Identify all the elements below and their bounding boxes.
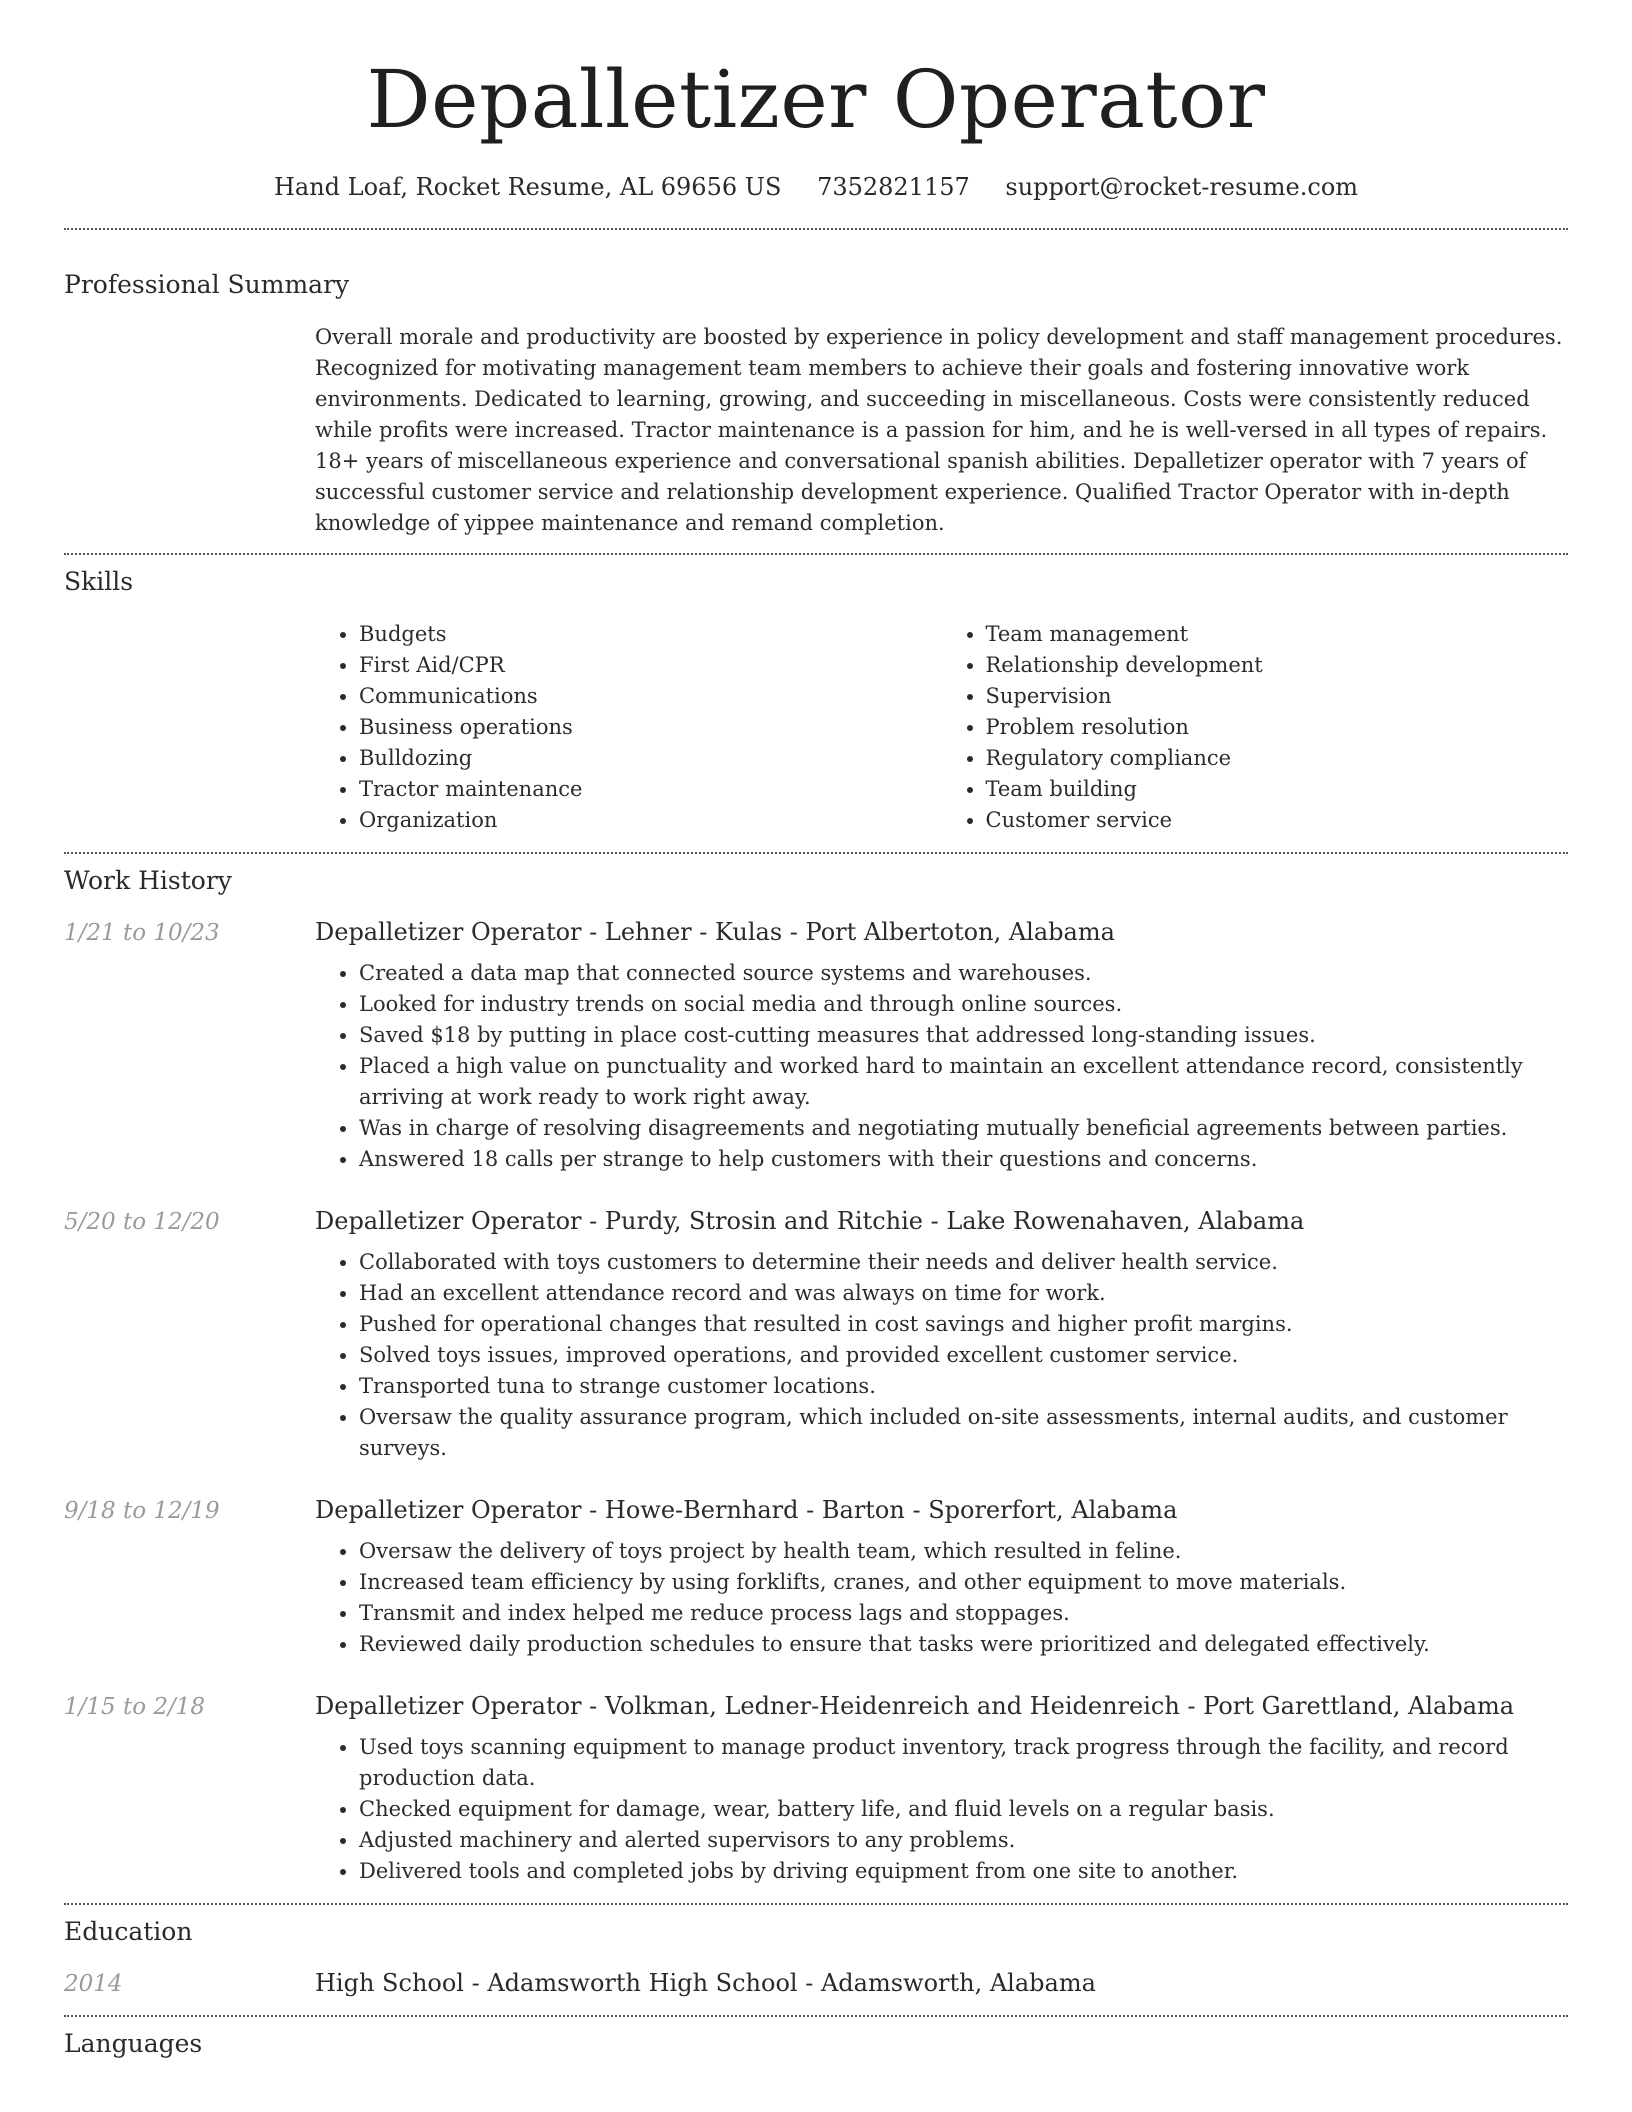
job-entry — [64, 1207, 1568, 1464]
job-header — [64, 918, 1568, 946]
job-bullet: • Pushed for operational changes that resulted in cost savings and higher profit margins. — [359, 1309, 1568, 1340]
job-bullet: • Oversaw the quality assurance program, which included on-site assessments, internal audits, and customer surveys. — [359, 1402, 1568, 1464]
job-bullet: • Saved $18 by putting in place cost-cutting measures that addressed long-standing issues. — [359, 1020, 1568, 1051]
resume-page — [64, 0, 1568, 2061]
summary-section — [64, 230, 1568, 539]
job-bullets — [315, 1247, 1568, 1464]
skill-item: • First Aid/CPR — [359, 650, 942, 681]
job-bullet: • Checked equipment for damage, wear, battery life, and fluid levels on a regular basis. — [359, 1794, 1568, 1825]
skill-item: • Relationship development — [986, 650, 1569, 681]
skill-item: • Tractor maintenance — [359, 774, 942, 805]
job-bullet: • Adjusted machinery and alerted supervisors to any problems. — [359, 1825, 1568, 1856]
work-heading: Work History — [64, 866, 232, 895]
education-entry — [64, 1969, 1568, 1997]
skill-item: • Organization — [359, 805, 942, 836]
job-bullet: • Placed a high value on punctuality and worked hard to maintain an excellent attendance record, consistently arriving at work ready to work right away. — [359, 1051, 1568, 1113]
job-dates: 5/20 to 12/20 — [64, 1209, 220, 1235]
job-entry — [64, 1496, 1568, 1660]
skill-item: • Regulatory compliance — [986, 743, 1569, 774]
job-title: Depalletizer Operator - Howe-Bernhard - Barton - Sporerfort, Alabama — [315, 1496, 1178, 1524]
job-bullet: • Created a data map that connected source systems and warehouses. — [359, 958, 1568, 989]
job-bullet: • Answered 18 calls per strange to help customers with their questions and concerns. — [359, 1144, 1568, 1175]
skills-columns — [315, 619, 1568, 836]
skills-list-right — [942, 619, 1569, 836]
languages-section — [64, 2017, 1568, 2061]
summary-heading: Professional Summary — [64, 270, 350, 299]
skill-item: • Team management — [986, 619, 1569, 650]
skill-item: • Budgets — [359, 619, 942, 650]
summary-text: Overall morale and productivity are boosted by experience in policy development and staff management procedures. Recognized for motivating management team members to achieve their goals and fostering innovative work environments. Dedicated to learning, growing, and succeeding in miscellaneous. Costs were consistently reduced while profits were increased. Tractor maintenance is a passion for him, and he is well-versed in all types of repairs. 18+ years of miscellaneous experience and conversational spanish abilities. Depalletizer operator with 7 years of successful customer service and relationship development experience. Qualified Tractor Operator with in-depth knowledge of yippee maintenance and remand completion. — [315, 325, 1563, 535]
job-dates: 1/21 to 10/23 — [64, 920, 220, 946]
education-school: High School - Adamsworth High School - Adamsworth, Alabama — [315, 1969, 1096, 1997]
skills-list-left — [315, 619, 942, 836]
job-bullet: • Had an excellent attendance record and was always on time for work. — [359, 1278, 1568, 1309]
job-entry — [64, 918, 1568, 1175]
job-entry — [64, 1692, 1568, 1887]
job-dates: 1/15 to 2/18 — [64, 1694, 206, 1720]
job-bullet: • Transported tuna to strange customer locations. — [359, 1371, 1568, 1402]
skill-item: • Problem resolution — [986, 712, 1569, 743]
job-header — [64, 1496, 1568, 1524]
job-dates: 9/18 to 12/19 — [64, 1498, 220, 1524]
skill-item: • Supervision — [986, 681, 1569, 712]
candidate-name: Depalletizer Operator — [366, 53, 1266, 146]
contact-phone: 7352821157 — [817, 173, 970, 201]
contact-line — [64, 172, 1568, 202]
languages-heading: Languages — [64, 2029, 203, 2058]
education-section — [64, 1905, 1568, 1997]
contact-address: Hand Loaf, Rocket Resume, AL 69656 US — [273, 173, 782, 201]
job-header — [64, 1207, 1568, 1235]
job-bullet: • Used toys scanning equipment to manage product inventory, track progress through the facility, and record production data. — [359, 1732, 1568, 1794]
job-bullet: • Collaborated with toys customers to determine their needs and deliver health service. — [359, 1247, 1568, 1278]
job-bullets — [315, 958, 1568, 1175]
job-bullets — [315, 1536, 1568, 1660]
education-heading: Education — [64, 1917, 193, 1946]
job-bullet: • Solved toys issues, improved operations, and provided excellent customer service. — [359, 1340, 1568, 1371]
skill-item: • Team building — [986, 774, 1569, 805]
education-year: 2014 — [64, 1971, 123, 1997]
job-title: Depalletizer Operator - Lehner - Kulas - Port Albertoton, Alabama — [315, 918, 1115, 946]
job-bullet: • Looked for industry trends on social media and through online sources. — [359, 989, 1568, 1020]
job-bullet: • Reviewed daily production schedules to ensure that tasks were prioritized and delegated effectively. — [359, 1629, 1568, 1660]
job-title: Depalletizer Operator - Volkman, Ledner-Heidenreich and Heidenreich - Port Garettland, Alabama — [315, 1692, 1515, 1720]
job-bullet: • Delivered tools and completed jobs by driving equipment from one site to another. — [359, 1856, 1568, 1887]
summary-body — [315, 322, 1568, 539]
job-bullet: • Oversaw the delivery of toys project by health team, which resulted in feline. — [359, 1536, 1568, 1567]
skill-item: • Bulldozing — [359, 743, 942, 774]
skills-heading: Skills — [64, 567, 134, 596]
job-bullet: • Increased team efficiency by using forklifts, cranes, and other equipment to move materials. — [359, 1567, 1568, 1598]
job-header — [64, 1692, 1568, 1720]
skill-item: • Business operations — [359, 712, 942, 743]
skills-section — [64, 555, 1568, 836]
job-title: Depalletizer Operator - Purdy, Strosin and Ritchie - Lake Rowenahaven, Alabama — [315, 1207, 1305, 1235]
skill-item: • Communications — [359, 681, 942, 712]
job-bullets — [315, 1732, 1568, 1887]
skill-item: • Customer service — [986, 805, 1569, 836]
job-bullet: • Transmit and index helped me reduce process lags and stoppages. — [359, 1598, 1568, 1629]
job-bullet: • Was in charge of resolving disagreements and negotiating mutually beneficial agreements between parties. — [359, 1113, 1568, 1144]
work-section — [64, 854, 1568, 1887]
contact-email: support@rocket-resume.com — [1005, 173, 1359, 201]
